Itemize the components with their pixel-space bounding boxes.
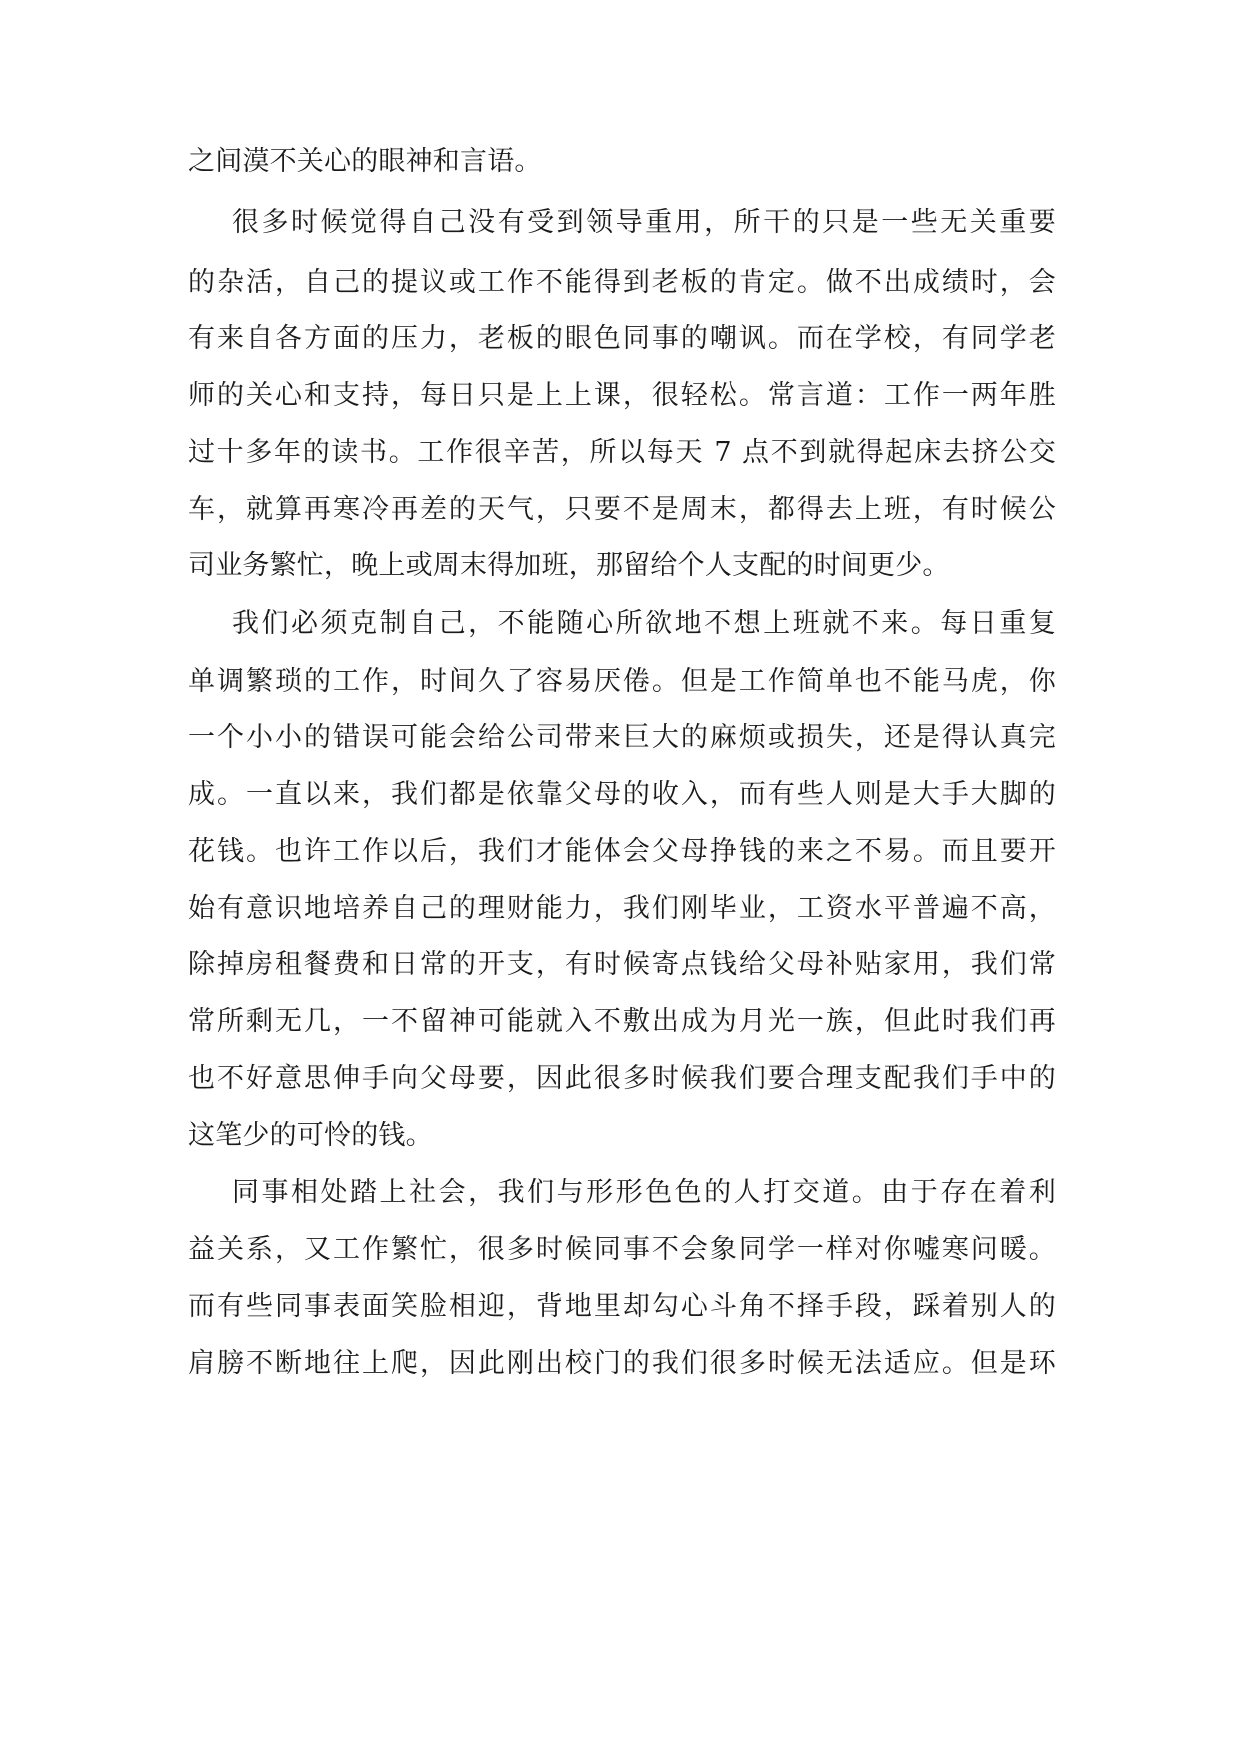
text-line: 过十多年的读书。工作很辛苦，所以每天 7 点不到就得起床去挤公交 <box>188 437 1056 468</box>
text-line: 我们必须克制自己，不能随心所欲地不想上班就不来。每日重复 <box>232 608 1056 639</box>
text-line: 很多时候觉得自己没有受到领导重用，所干的只是一些无关重要 <box>232 207 1056 238</box>
text-line: 同事相处踏上社会，我们与形形色色的人打交道。由于存在着利 <box>232 1177 1056 1208</box>
text-line: 除掉房租餐费和日常的开支，有时候寄点钱给父母补贴家用，我们常 <box>188 949 1056 980</box>
text-line: 肩膀不断地往上爬，因此刚出校门的我们很多时候无法适应。但是环 <box>188 1348 1056 1379</box>
text-line: 之间漠不关心的眼神和言语。 <box>188 146 542 177</box>
text-line: 常所剩无几，一不留神可能就入不敷出成为月光一族，但此时我们再 <box>188 1006 1056 1037</box>
text-line: 也不好意思伸手向父母要，因此很多时候我们要合理支配我们手中的 <box>188 1063 1056 1094</box>
text-line: 车，就算再寒冷再差的天气，只要不是周末，都得去上班，有时候公 <box>188 494 1056 525</box>
text-line: 师的关心和支持，每日只是上上课，很轻松。常言道：工作一两年胜 <box>188 380 1056 411</box>
text-line: 一个小小的错误可能会给公司带来巨大的麻烦或损失，还是得认真完 <box>188 722 1056 753</box>
text-line: 益关系，又工作繁忙，很多时候同事不会象同学一样对你嘘寒问暖。 <box>188 1234 1056 1265</box>
text-line: 有来自各方面的压力，老板的眼色同事的嘲讽。而在学校，有同学老 <box>188 323 1056 354</box>
text-line: 花钱。也许工作以后，我们才能体会父母挣钱的来之不易。而且要开 <box>188 836 1056 867</box>
text-line: 司业务繁忙，晚上或周末得加班，那留给个人支配的时间更少。 <box>188 550 950 581</box>
text-line: 而有些同事表面笑脸相迎，背地里却勾心斗角不择手段，踩着别人的 <box>188 1291 1056 1322</box>
text-line: 成。一直以来，我们都是依靠父母的收入，而有些人则是大手大脚的 <box>188 779 1056 810</box>
text-line: 单调繁琐的工作，时间久了容易厌倦。但是工作简单也不能马虎，你 <box>188 666 1056 697</box>
text-line: 这笔少的可怜的钱。 <box>188 1120 433 1151</box>
text-line: 的杂活，自己的提议或工作不能得到老板的肯定。做不出成绩时，会 <box>188 267 1056 298</box>
text-line: 始有意识地培养自己的理财能力，我们刚毕业，工资水平普遍不高， <box>188 893 1056 924</box>
